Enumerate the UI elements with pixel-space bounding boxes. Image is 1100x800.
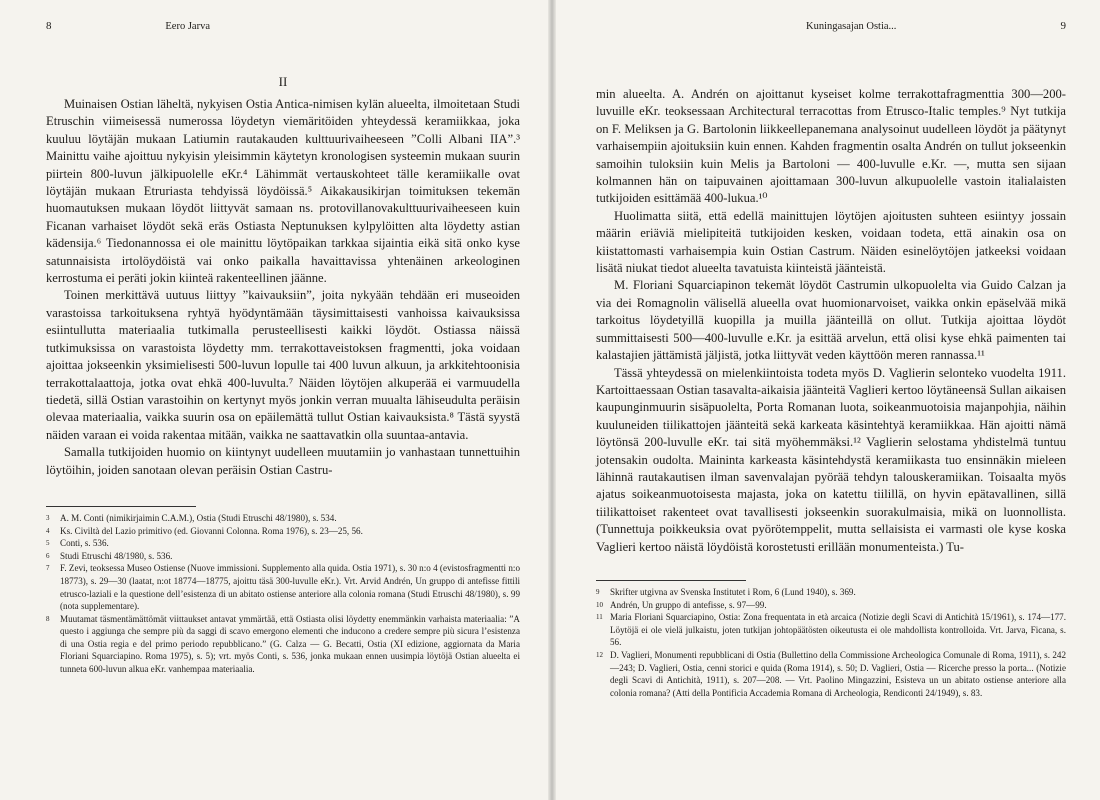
- footnote-5: [46, 537, 520, 550]
- footnote-number: 11: [596, 613, 603, 622]
- footnote-number: 6: [46, 551, 50, 560]
- left-paragraph-3: Samalla tutkijoiden huomio on kiintynyt uudelleen muutamiin jo vanhastaan tunnettuihin löytöihin, joiden sanotaan olevan peräisin Ostian Castru-: [46, 445, 520, 477]
- footnote-text: Muutamat täsmentämättömät viittaukset antavat ymmärtää, että Ostiasta olisi löydetty enemmänkin varhaista materiaalia: ”A questo i aggiunga che sempre più da saggi di scavo emergono elementi che inducono a credere sempre più sicura l’esistenza di una Ostia regia e del primo periodo repubblicano.” (G. Calza — G. Becatti, Ostia (XI edizione, aggiornata da Maria Floriani Squarciapino. Roma 1975), s. 5); vrt. myös Conti, s. 536, jonka mukaan ennen uusimpia löytöjä Ostian alueelta ei tunneta 600-luvun alkua eKr. vanhempaa materiaalia.: [60, 613, 520, 675]
- left-page-number: 8: [46, 20, 52, 32]
- left-footnote-rule: [46, 506, 196, 507]
- footnote-text: Conti, s. 536.: [60, 538, 109, 549]
- footnote-number: 5: [46, 539, 50, 548]
- left-paragraph-2: Toinen merkittävä uutuus liittyy ”kaivauksiin”, joita nykyään tehdään eri museoiden varastoissa tarkoituksena ryhtyä hyödyntämään täysimittaisesti vanhoissa kaivauksissa esiintullutta materiaalia tutkimalla perusteellisesti kaikki löydöt. Ostiassa näissä tutkimuksissa on varastoista löydetty mm. terrakottaveistoksen fragmentti, joka voidaan ajoittaa jokseenkin yksimielisesti 500-luvun lopulle tai 400 luvun alkuun, ja arkkitehtoonisia terrakottalaattoja, jotka ovat ehkä 400-luvulta.⁷ Näiden löytöjen alkuperää ei varmuudella tiedetä, sillä Ostian varastoihin on kertynyt myös jonkin verran muualta lähiseudulta peräisin olevaa materiaalia, vaikka suurin osa on epäilemättä tullut Ostian kaivauksista.⁸ Tästä syystä näiden varaan ei voida rakentaa mitään, vaikka ne saattavatkin olla suuntaa-antavia.: [46, 288, 520, 442]
- right-paragraph-2: Huolimatta siitä, että edellä mainittujen löytöjen ajoitusten suhteen esiintyy jossain määrin eriäviä mielipiteitä tutkijoiden kesken, voidaan todeta, että ainakin osa on kiistattomasti varhaisempia kuin Ostian Castrum. Näiden esinelöytöjen jatkeeksi voidaan lisätä niukat tiedot alueelta tavatuista kiinteistä jäänteistä.: [596, 208, 1066, 276]
- footnote-text: F. Zevi, teoksessa Museo Ostiense (Nuove immissioni. Supplemento alla quida. Ostia 1971), s. 30 n:o 4 (evistosfragmentti n:o 18773), s. 29—30 (laatat, n:ot 18774—18775, ajoittu täsä 300-luvulle eKr.). Vrt. Arvid Andrén, Un gruppo di antefisse fittili etrusco-laziali e la questione dell’esistenza di un abitato ostiense anteriore alla colonia romana (Studi Etruschi 48/1980), s. 99 (nota supplementare).: [60, 563, 520, 612]
- footnote-number: 3: [46, 513, 50, 522]
- left-paragraph-1: Muinaisen Ostian läheltä, nykyisen Ostia Antica-nimisen kylän alueelta, ilmoitetaan Studi Etruschin viimeisessä numerossa löydetyn viemäritöiden yhteydessä keramiikkaa, joka kuuluu löytäjän mukaan Latiumin rautakauden kulttuurivaiheeseen ”Colli Albani IIA”.³ Mainittu vaihe ajoittuu nykyisin yleisimmin käytetyn kronologisen systeemin mukaan suurin piirtein 800-luvun jälkipuolelle eKr.⁴ Lähimmät vertauskohteet tälle keramiikalle ovat löytäjän mukaan Etruriasta tehdyissä löydöissä.⁵ Aikakausikirjan toimituksen tekemän huomautuksen mukaan löydöt liittyvät samaan ns. protovillanovakulttuurivaiheeseen kuin Ficanan varhaiset löydöt sekä eräs Ostiasta Neptunuksen kylpylöitten alta löydetty astian kädensija.⁶ Tiedonannossa ei ole mainittu löytöpaikan tarkkaa sijaintia eikä sitä onko kyse satunnaisista irtolöydöistä vai onko paikalla havaittavissa yhtenäinen arkeologinen kerrostuma ei peräti jokin kiinteä rakenteellinen jäänne.: [46, 97, 520, 286]
- left-running-title: Eero Jarva: [165, 21, 210, 32]
- footnote-8: [46, 613, 520, 676]
- footnote-6: [46, 550, 520, 563]
- right-running-head: [596, 20, 1066, 38]
- footnote-3: [46, 512, 520, 525]
- footnote-text: Maria Floriani Squarciapino, Ostia: Zona frequentata in età arcaica (Notizie degli Scavi di Antichità 15/1961), s. 174—177. Löytöjä ei ole vielä julkaistu, joten tutkijan johtopäätösten oikeutusta ei ole mahdollista kontrolloida. Vrt. Jarva, Ficana, s. 56.: [610, 612, 1066, 648]
- right-page: [552, 0, 1100, 800]
- footnote-text: Ks. Civiltà del Lazio primitivo (ed. Giovanni Colonna. Roma 1976), s. 23—25, 56.: [60, 525, 363, 536]
- right-running-title: Kuningasajan Ostia...: [806, 21, 897, 32]
- left-body-text: [46, 96, 520, 479]
- footnote-text: A. M. Conti (nimikirjaimin C.A.M.), Ostia (Studi Etruschi 48/1980), s. 534.: [60, 512, 337, 523]
- book-gutter: [548, 0, 556, 800]
- footnote-4: [46, 525, 520, 538]
- right-paragraph-4: Tässä yhteydessä on mielenkiintoista todeta myös D. Vaglierin selonteko vuodelta 1911. Kartoittaessaan Ostian tasavalta-aikaisia jäänteitä Vaglieri kertoo löytäneensä Sullan aikaisen kaupunginmuurin sisäpuolelta, Porta Romanan luota, soikeanmuotoisia majanpohjia, näihin kuuluneiden tiilikattojen jäänteitä sekä karkeata käsintehtyä keramiikkaa. Hän ajoitti nämä löytönsä 200-luvulle eKr. tai sitä myöhemmäksi.¹² Vaglierin selostama yhdistelmä tuntuu jotensakin oudolta. Maininta karkeasta käsintehdystä keramiikasta tuo ensinnäkin mieleen lähinnä rautakautisen ilman savenvalajan pyörää tehdyn talouskeramiikan. Toisaalta myös ajatus soikeanmuotoisesta majasta, joka on katettu tiilillä, on hyvin epätavallinen, sillä tiilikattoiset rakenteet ovat tavallisesti jokseenkin suorakulmaisia, mikä on luonnollista. (Tunnettuja poikkeuksia ovat pyörötemppelit, mutta sellaisista ei varmasti ole kyse koska Vaglieri kertoo näistä löydöistä korostetusti erillään monumenteista.) Tu-: [596, 365, 1066, 554]
- footnote-text: Skrifter utgivna av Svenska Institutet i Rom, 6 (Lund 1940), s. 369.: [610, 586, 856, 597]
- right-paragraph-1: min alueelta. A. Andrén on ajoittanut kyseiset kolme terrakottafragmenttia 300—200-luvuille eKr. teoksessaan Architectural terracottas from Etrusco-Italic temples.⁹ Nyt tutkija on F. Meliksen ja G. Bartolonin liikkeellepanemana analysoinut uudelleen löydöt ja päätynyt varhaisempiin ajoituksiin kuin ennen. Kahden fragmentin osalta Andrén on tullut jokseenkin samoihin tuloksiin kuin Melis ja Bartoloni — 400-luvulle e.Kr. —, mutta sen sijaan kolmannen hän on taipuvainen ajoittamaan 300-luvun alkupuolelle vastoin italialaisten tutkijoiden esittämää 400-lukua.¹⁰: [596, 87, 1066, 206]
- footnote-12: [596, 649, 1066, 699]
- footnote-number: 4: [46, 526, 50, 535]
- right-footnote-rule: [596, 580, 746, 581]
- footnote-9: [596, 586, 1066, 599]
- footnote-number: 7: [46, 564, 50, 573]
- right-page-number: 9: [1060, 20, 1066, 32]
- left-running-head: [46, 20, 520, 38]
- footnote-number: 9: [596, 587, 600, 596]
- right-footnotes: [596, 586, 1066, 699]
- footnote-11: [596, 611, 1066, 649]
- footnote-7: [46, 562, 520, 612]
- footnote-text: D. Vaglieri, Monumenti repubblicani di Ostia (Bullettino della Commissione Archeologica Comunale di Roma, 1911), s. 242—243; D. Vaglieri, Ostia, cenni storici e quida (Roma 1914), s. 50; D. Vaglieri, Ostia — Ricerche presso la porta... (Notizie degli Scavi di Antichità, 1911), s. 207—208. — Vrt. Paolino Mingazzini, Esisteva un un abitato ostiense anteriore alla colonia romana? (Atti della Pontificia Accademia Romana di Archeologia, Rendiconti 24/1949), s. 83.: [610, 649, 1066, 698]
- footnote-number: 10: [596, 600, 603, 609]
- footnote-text: Andrén, Un gruppo di antefisse, s. 97—99.: [610, 599, 767, 610]
- section-heading: II: [278, 74, 288, 89]
- right-body-text: [596, 86, 1066, 556]
- footnote-text: Studi Etruschi 48/1980, s. 536.: [60, 550, 173, 561]
- right-paragraph-3: M. Floriani Squarciapinon tekemät löydöt Castrumin ulkopuolelta via Guido Calzan ja via dei Romagnolin välisellä alueella ovat huomionarvoiset, vaikka onkin epäselvää mikä tarkoitus löydetyillä kuopilla ja muilla jäänteillä on ollut. Tutkija ajoittaa löydöt summittaisesti 500—400-luvulle e.Kr. ja esittää arvelun, että olisi kyse ehkä paimenten tai kalastajien jättämistä jäljistä, jotka liittyvät veden käyttöön meren rannassa.¹¹: [596, 278, 1066, 363]
- footnote-number: 12: [596, 650, 603, 659]
- footnote-10: [596, 599, 1066, 612]
- footnote-number: 8: [46, 614, 50, 623]
- left-footnotes: [46, 512, 520, 676]
